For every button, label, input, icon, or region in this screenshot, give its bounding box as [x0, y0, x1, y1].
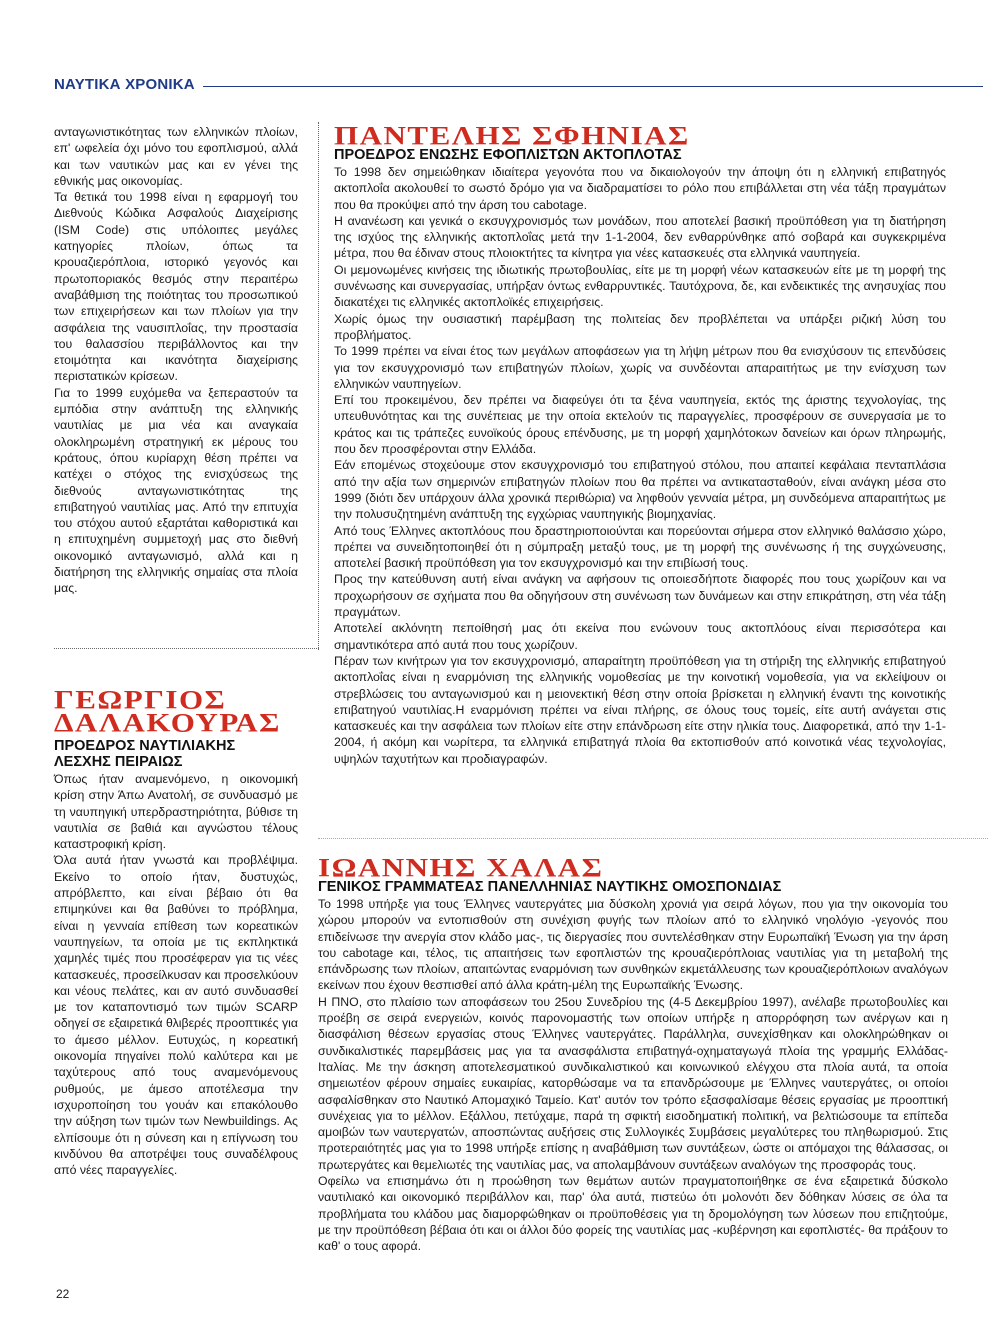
section-divider-right	[318, 838, 988, 839]
paragraph: Το 1998 δεν σημειώθηκαν ιδιαίτερα γεγονότα που να δικαιολογούν την άποψη ότι η ελληνική επιβατηγός ακτοπλοΐα ακολουθεί το σωστό δρόμο για να διαδραματίσει το ρόλο που επιβάλλεται στη νέα τάξη πραγμάτων που θα προκύψει από την άρση του cabotage.	[334, 165, 946, 212]
author-role: ΓΕΝΙΚΟΣ ΓΡΑΜΜΑΤΕΑΣ ΠΑΝΕΛΛΗΝΙΑΣ ΝΑΥΤΙΚΗΣ ΟΜΟΣΠΟΝΔΙΑΣ	[318, 879, 782, 895]
paragraph: Όλα αυτά ήταν γνωστά και προβλέψιμα. Εκείνο το οποίο ήταν, δυστυχώς, απρόβλεπτο, και είναι βέβαιο ότι θα επιμηκύνει και θα βαθύνει το πρόβλημα, είναι η γενναία επίθεση των κορεατικών ναυπηγείων, τα οποία με τις εκπληκτικά χαμηλές τιμές που προσέφεραν για τις νέες κατασκευές, προσείλκυσαν και προσελκύουν και νέους πελάτες, και αν αυτό συνδυασθεί με τον καταποντισμό των τιμών SCARP οδηγεί σε εξαιρετικά θλιβερές προοπτικές για το άμεσο μέλλον. Ευτυχώς, η κορεατική οικονομία πηγαίνει πολύ καλύτερα και με ταχύτερους από τους αναμενόμενους ρυθμούς, με άμεσο αποτέλεσμα την ισχυροποίηση του γουάν και επακόλουθο την αύξηση των τιμών των Newbuildings. Ας ελπίσουμε ότι η σύνεση και η επίγνωση του κινδύνου θα αποτρέψει τους συναδέλφους από νέες παραγγελίες.	[54, 853, 298, 1178]
dalakouras-article	[54, 684, 298, 1178]
column-divider	[318, 122, 319, 650]
section-divider	[54, 648, 319, 649]
author-name-line2: ΔΑΛΑΚΟΥΡΑΣ	[54, 707, 281, 738]
magazine-title: ΝΑΥΤΙΚΑ ΧΡΟΝΙΚΑ	[54, 76, 195, 93]
paragraph: Η ΠΝΟ, στο πλαίσιο των αποφάσεων του 25ου Συνεδρίου της (4-5 Δεκεμβρίου 1997), ανέλαβε πρωτοβουλίες και προέβη σε σειρά ενεργειών, κοινός παρονομαστής των οποίων υπήρξε η απορρόφηση των ανέργων και η διασφάλιση θέσεων εργασίας στους Έλληνες ναυτεργάτες. Παράλληλα, συνεχίσθηκαν και ολοκληρώθηκαν οι συνδικαλιστικές παρεμβάσεις μας για τα ανασφάλιστα επιβατηγά-οχηματαγωγά πλοία της γραμμής Ελλάδας-Ιταλίας. Με την άσκηση αποτελεσματικού συνδικαλιστικού και κοινωνικού ελέγχου στα πλοία αυτά, τα οποία σημειωτέον φέρουν σημαίες ευκαιρίας, κατορθώσαμε να τα επανδρώσουμε με Έλληνες ναυτεργάτες, οι οποίοι ασφαλίσθηκαν στο Ναυτικό Απομαχικό Ταμείο. Κατ' αυτόν τον τρόπο εξασφαλίσαμε θέσεις εργασίας με προοπτική συνέχειας για το μέλλον. Εξάλλου, πετύχαμε, παρά τη σφικτή εισοδηματική πολιτική, να βελτιώσουμε τα επίπεδα αμοιβών των ναυτεργατών, αποσπώντας αυξήσεις στις Συλλογικές Συμβάσεις μεγαλύτερες του πληθωρισμού. Στις προτεραιότητές μας για το 1998 υπήρξε επίσης η αναβάθμιση των συντάξεων, ώστε οι απόμαχοι της θάλασσας, οι πρωτεργάτες και θεμελιωτές της ναυτιλίας μας, να απολαμβάνουν συντάξεων αναλόγων της προσφοράς τους.	[318, 994, 948, 1172]
sfinias-article	[334, 120, 946, 767]
author-name-line1: ΓΕΩΡΓΙΟΣ	[54, 684, 227, 715]
paragraph: Το 1999 πρέπει να είναι έτος των μεγάλων αποφάσεων για τη λήψη μέτρων που θα ενισχύσουν τις επενδύσεις για τον εκσυγχρονισμό των επιβατηγών πλοίων, χωρίς να συνδέονται απαραιτήτως με την ενίσχυση των ελληνικών ναυπηγείων.	[334, 344, 946, 391]
paragraph: Τα θετικά του 1998 είναι η εφαρμογή του Διεθνούς Κώδικα Ασφαλούς Διαχείρισης (ISM Code) στις υπόλοιπες μεγάλες κατηγορίες πλοίων, όπως τα κρουαζιερόπλοια, ιστορικό γεγονός και πρωτοποριακός θεσμός στην περαιτέρω αναβάθμιση της ποιότητας του προσωπικού των επιχειρήσεων και των πλοίων για την ασφάλεια της ναυσιπλοΐας, την προστασία του θαλασσίου περιβάλλοντος και την ετοιμότητα και ικανότητα διαχείρισης περιστατικών κρίσεων.	[54, 190, 298, 384]
author-name	[54, 684, 298, 738]
paragraph: Χωρίς όμως την ουσιαστική παρέμβαση της πολιτείας δεν προβλέπεται να υπάρξει ριζική λύση του προβλήματος.	[334, 311, 946, 342]
chalas-article	[318, 852, 948, 1255]
page-number: 22	[56, 1287, 70, 1301]
paragraph: Η ανανέωση και γενικά ο εκσυγχρονισμός των μονάδων, που αποτελεί βασική προϋπόθεση για τη διατήρηση της ισχύος της ελληνικής ακτοπλοΐας μετά την 1-1-2004, δεν ενθαρρύνθηκε από σοβαρά και συγκεκριμένα μέτρα, που θα έδιναν στους πλοιοκτήτες τα κίνητρα για νέες κατασκευές στα ελληνικά ναυπηγεία.	[334, 213, 946, 261]
paragraph: Εάν επομένως στοχεύουμε στον εκσυγχρονισμό του επιβατηγού στόλου, που απαιτεί κεφάλαια πενταπλάσια από την αξία των σημερινών επιβατηγών πλοίων που θα πρέπει να αντικατασταθούν, είναι ανάγκη μέσα στο 1999 (διότι δεν υπάρχουν άλλα χρονικά περιθώρια) να ληφθούν γενναία μέτρα, μη συνδεόμενα απαραιτήτως με την πολυσυζητημένη ανάπτυξη της εγχώριας ναυπηγικής βιομηχανίας.	[334, 458, 946, 522]
author-name: ΠΑΝΤΕΛΗΣ ΣΦΗΝΙΑΣ	[334, 120, 690, 151]
paragraph: Το 1998 υπήρξε για τους Έλληνες ναυτεργάτες μια δύσκολη χρονιά για σειρά λόγων, που για την οικονομία του χώρου μπορούν να εντοπισθούν στη συνέχιση φυγής των πλοίων από το ελληνικό νηολόγιο -γεγονός που επιδείνωσε την ανεργία στον κλάδο μας-, τις διεργασίες που συντελέσθηκαν στην Ευρωπαϊκή Ένωση για την άρση του cabotage και, τέλος, τις απαιτήσεις των εφοπλιστών της κρουαζιερόπλοιας ναυτιλίας για τη μεταβολή της επάνδρωσης των πλοίων, απαιτώντας εναρμόνιση των συνθηκών εκμετάλλευσης των κρουαζιερόπλοιων αναλόγων εκείνων που έχουν θεσπισθεί από άλλα κράτη-μέλη της Ευρωπαϊκής Ένωσης.	[318, 897, 948, 993]
paragraph: Οι μεμονωμένες κινήσεις της ιδιωτικής πρωτοβουλίας, είτε με τη μορφή νέων κατασκευών είτε με τη μορφή της συνένωσης και συνεργασίας, υπήρξαν όντως ενθαρρυντικές. Ταυτόχρονα, δε, και ενδεικτικές της ανησυχίας που διακατέχει τις ελληνικές ακτοπλοϊκές επιχειρήσεις.	[334, 262, 946, 310]
paragraph: Προς την κατεύθυνση αυτή είναι ανάγκη να αφήσουν τις οποιεσδήποτε διαφορές που τους χωρίζουν και να προχωρήσουν σε σχήματα που θα οδηγήσουν στη συνένωση των δυνάμεων και στην επικράτηση, στη νέα τάξη πραγμάτων.	[334, 572, 946, 620]
paragraph: Οφείλω να επισημάνω ότι η προώθηση των θεμάτων αυτών πραγματοποιήθηκε σε ένα εξαιρετικά δύσκολο ναυτιλιακό και οικονομικό περιβάλλον και, παρ' όλα αυτά, πιστεύω ότι μολονότι δεν δόθηκαν λύσεις σε όλα τα προβλήματα του κλάδου μας διαμορφώθηκαν οι προϋποθέσεις για τη δρομολόγηση των λύσεων που επιζητούμε, με την προϋπόθεση βέβαια ότι και οι άλλοι δύο φορείς της ναυτιλίας μας -κυβέρνηση και εφοπλιστές- θα πράξουν το καθ' ο τους αφορά.	[318, 1174, 948, 1254]
author-role-line2: ΛΕΣΧΗΣ ΠΕΙΡΑΙΩΣ	[54, 754, 183, 770]
author-name: ΙΩΑΝΝΗΣ ΧΑΛΑΣ	[318, 852, 604, 883]
paragraph: ανταγωνιστικότητας των ελληνικών πλοίων, επ' ωφελεία όχι μόνο του εφοπλισμού, αλλά και των ναυτικών μας και εν γένει της εθνικής μας οικονομίας.	[54, 125, 298, 188]
header-rule	[203, 86, 983, 87]
author-role	[54, 738, 298, 770]
paragraph: Αποτελεί ακλόνητη πεποίθησή μας ότι εκείνα που ενώνουν τους ακτοπλόους είναι περισσότερα και σημαντικότερα από αυτά που τους χωρίζουν.	[334, 621, 946, 652]
paragraph: Πέραν των κινήτρων για τον εκσυγχρονισμό, απαραίτητη προϋπόθεση για τη στήριξη της ελληνικής επιβατηγού ακτοπλοΐας είναι η εναρμόνιση της ελληνικής νομοθεσίας με την κοινοτική νομοθεσία, για να εκλείψουν οι στρεβλώσεις του ανταγωνισμού και η μειονεκτική θέση στην οποία βρίσκεται η ελληνική έναντι της κοινοτικής επιβατηγού ναυτιλίας.Η εναρμόνιση πρέπει να είναι πλήρης, σε όλους τους τομείς, είτε αυτή ανάγεται στις κατασκευές και την ασφάλεια των πλοίων είτε στην επάνδρωση είτε στην ηλικία τους. Διαφορετικά, από την 1-1-2004, ή ακόμη και νωρίτερα, τα ελληνικά επιβατηγά πλοία θα εκτοπισθούν από κοινοτικά νέας τεχνολογίας, υψηλών ταχυτήτων και προδιαγραφών.	[334, 653, 946, 766]
left-top-article	[54, 124, 298, 597]
paragraph: Επί του προκειμένου, δεν πρέπει να διαφεύγει ότι τα ξένα ναυπηγεία, εκτός της άριστης τεχνολογίας, της υπευθυνότητας και της συνέπειας με την οποία εκτελούν τις παραγγελίες, προσφέρουν σε συνεργασία με το κράτος και τις τράπεζες ευνοϊκούς όρους επένδυσης, με τη μορφή χαμηλότοκων δανείων και όρων πληρωμής, που δεν προσφέρονται στην Ελλάδα.	[334, 393, 946, 457]
paragraph: Για το 1999 ευχόμεθα να ξεπεραστούν τα εμπόδια στην ανάπτυξη της ελληνικής ναυτιλίας με μια νέα και αναγκαία ολοκληρωμένη στρατηγική εκ μέρους του κράτους, όπου κυρίαρχη θέση πρέπει να κατέχει ο στόχος της ενισχύσεως της διεθνούς ανταγωνιστικότητας της επιβατηγού ναυτιλίας μας. Από την επιτυχία του στόχου αυτού εξαρτάται καθοριστικά και η επιτυχημένη συμμετοχή μας στο διεθνή οικονομικό ανταγωνισμό, αλλά και η διατήρηση της ελληνικής σημαίας στα πλοία μας.	[54, 385, 298, 596]
paragraph: Από τους Έλληνες ακτοπλόους που δραστηριοποιούνται και πορεύονται σήμερα στον ελληνικό θαλάσσιο χώρο, πρέπει να συνειδητοποιηθεί ότι η σύμπραξη μεταξύ τους, με τη μορφή της συνένωσης ή της συγχώνευσης, αποτελεί βασική προϋπόθεση για τον εκσυγχρονισμό και την επιβίωσή τους.	[334, 523, 946, 571]
author-role: ΠΡΟΕΔΡΟΣ ΕΝΩΣΗΣ ΕΦΟΠΛΙΣΤΩΝ ΑΚΤΟΠΛΟΤΑΣ	[334, 147, 682, 163]
paragraph: Όπως ήταν αναμενόμενο, η οικονομική κρίση στην Άπω Ανατολή, σε συνδυασμό με τη ναυπηγική υπερδραστηριότητα, βύθισε τη ναυτιλία σε βαθιά και αγνώστου τέλους καταστροφική κρίση.	[54, 772, 298, 852]
author-role-line1: ΠΡΟΕΔΡΟΣ ΝΑΥΤΙΛΙΑΚΗΣ	[54, 738, 236, 754]
